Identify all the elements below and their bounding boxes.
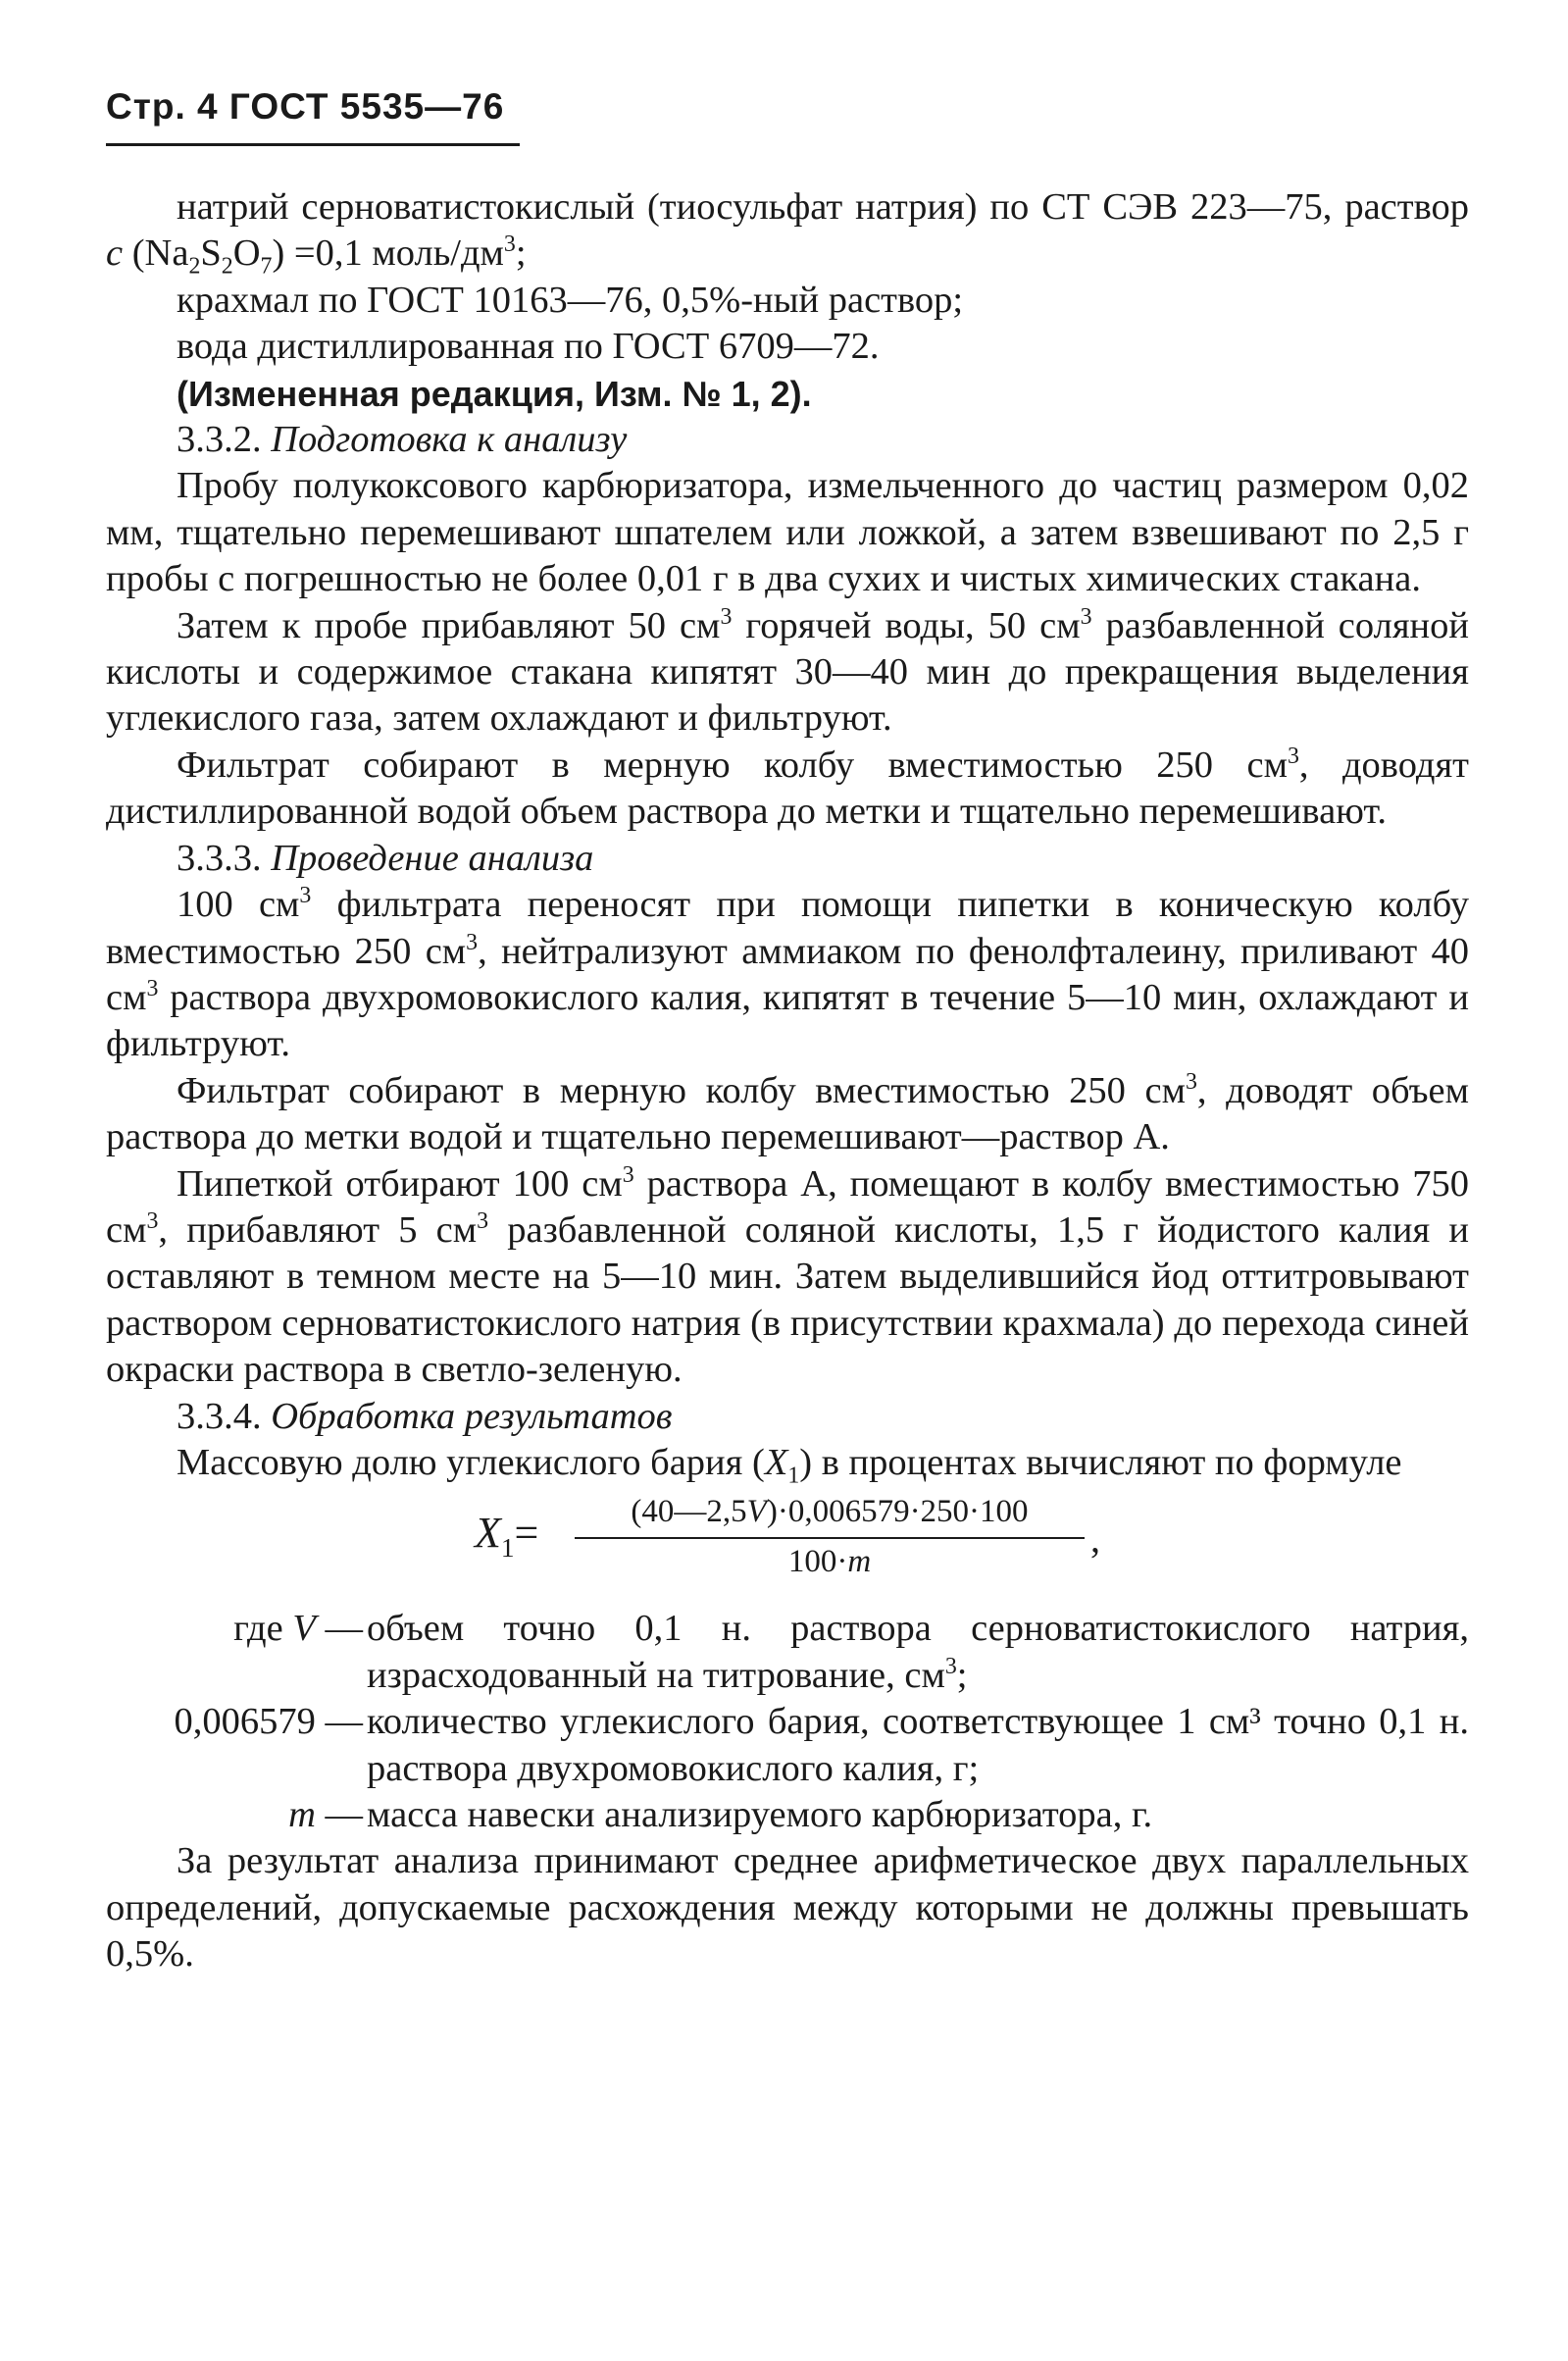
- where-val-coef: количество углекислого бария, соответствующее 1 см³ точно 0,1 н. раствора двухромовокислого калия, г;: [367, 1701, 1469, 1789]
- formula: [106, 1490, 1469, 1598]
- where-val-v: объем точно 0,1 н. раствора серноватистокислого натрия, израсходованный на титрование, $см^3$;: [367, 1608, 1469, 1696]
- formula-numerator: (40—2,5V)·0,006579·250·100: [575, 1490, 1085, 1539]
- page-header: Стр. 4 ГОСТ 5535—76: [106, 86, 505, 127]
- section-3-3-3-para-2: Фильтрат собирают в мерную колбу вместимостью 250 $см^3$, доводят объем раствора до метки водой и тщательно перемешивают—раствор А.: [106, 1068, 1469, 1158]
- section-3-3-2-para-2: Затем к пробе прибавляют 50 $см^3$ горячей воды, 50 $см^3$ разбавленной соляной кислоты и содержимое стакана кипятят 30—40 мин до прекращения выделения углекислого газа, затем охлаждают и фильтруют.: [106, 603, 1470, 740]
- result-paragraph: За результат анализа принимают среднее арифметическое двух параллельных определений, допускаемые расхождения между которыми не должны прeвышать 0,5%.: [106, 1840, 1469, 1976]
- section-3-3-3-para-3: Пипеткой отбирают 100 $см^3$ раствора А, помещают в колбу вместимостью 750 $см^3$, прибавляют 5 $см^3$ разбавленной соляной кислоты, 1,5 г йодистого калия и оставляют в темном месте на 5—10 мин. Затем выделившийся йод оттитровывают раствором серноватистокислого натрия (в присутствии крахмала) до перехода синей окраски раствора в светло-зеленую.: [106, 1161, 1470, 1391]
- where-list: [106, 1606, 1469, 1838]
- where-key-v: где V —: [233, 1608, 363, 1650]
- section-3-3-2-heading: 3.3.2. Подготовка к анализу: [177, 419, 628, 461]
- where-key-coef: 0,006579 —: [174, 1701, 363, 1743]
- header-rule: [106, 143, 520, 146]
- reagent-water: вода дистиллированная по ГОСТ 6709—72.: [177, 326, 880, 368]
- formula-lhs: $X_1=$: [475, 1509, 539, 1564]
- where-val-m: масса навески анализируемого карбюризатора, г.: [367, 1794, 1153, 1835]
- formula-comma: ,: [1090, 1516, 1100, 1562]
- reagent-thiosulfate: натрий серноватистокислый (тиосульфат натрия) по СТ СЭВ 223—75, раствор с $(Na_2S_2O_7) =0,1$ моль/$дм^3$;: [106, 186, 1469, 281]
- section-3-3-4-para-1: Массовую долю углекислого бария $(X_1)$ в процентах вычисляют по формуле: [177, 1441, 1402, 1489]
- edition-note: (Измененная редакция, Изм. № 1, 2).: [177, 373, 812, 414]
- reagent-starch: крахмал по ГОСТ 10163—76, 0,5%-ный раствор;: [177, 279, 964, 321]
- where-key-m: m —: [288, 1794, 363, 1835]
- document-body: [106, 184, 1469, 1978]
- where-row-m: [106, 1792, 1469, 1838]
- section-3-3-4-heading: 3.3.4. Обработка результатов: [177, 1395, 673, 1437]
- where-row-v: [106, 1606, 1469, 1699]
- section-3-3-2-para-3: Фильтрат собирают в мерную колбу вместимостью 250 $см^3$, доводят дистиллированной водой объем раствора до метки и тщательно перемешивают.: [106, 744, 1469, 833]
- formula-fraction: [575, 1490, 1085, 1584]
- section-3-3-3-para-1: 100 $см^3$ фильтрата переносят при помощи пипетки в коническую колбу вместимостью 250 $см^3$, нейтрализуют аммиаком по фенолфталеину, приливают 40 $см^3$ раствора двухромовокислого калия, кипятят в течение 5—10 мин, охлаждают и фильтруют.: [106, 883, 1469, 1065]
- formula-denominator: 100·m: [787, 1544, 872, 1580]
- where-row-coef: [106, 1699, 1469, 1792]
- section-3-3-2-para-1: Пробу полукоксового карбюризатора, измельченного до частиц размером 0,02 мм, тщательно перемешивают шпателем или ложкой, а затем взвешивают по 2,5 г пробы с погрешностью не более 0,01 г в два сухих и чистых химических стакана.: [106, 465, 1469, 600]
- section-3-3-3-heading: 3.3.3. Проведение анализа: [177, 837, 594, 879]
